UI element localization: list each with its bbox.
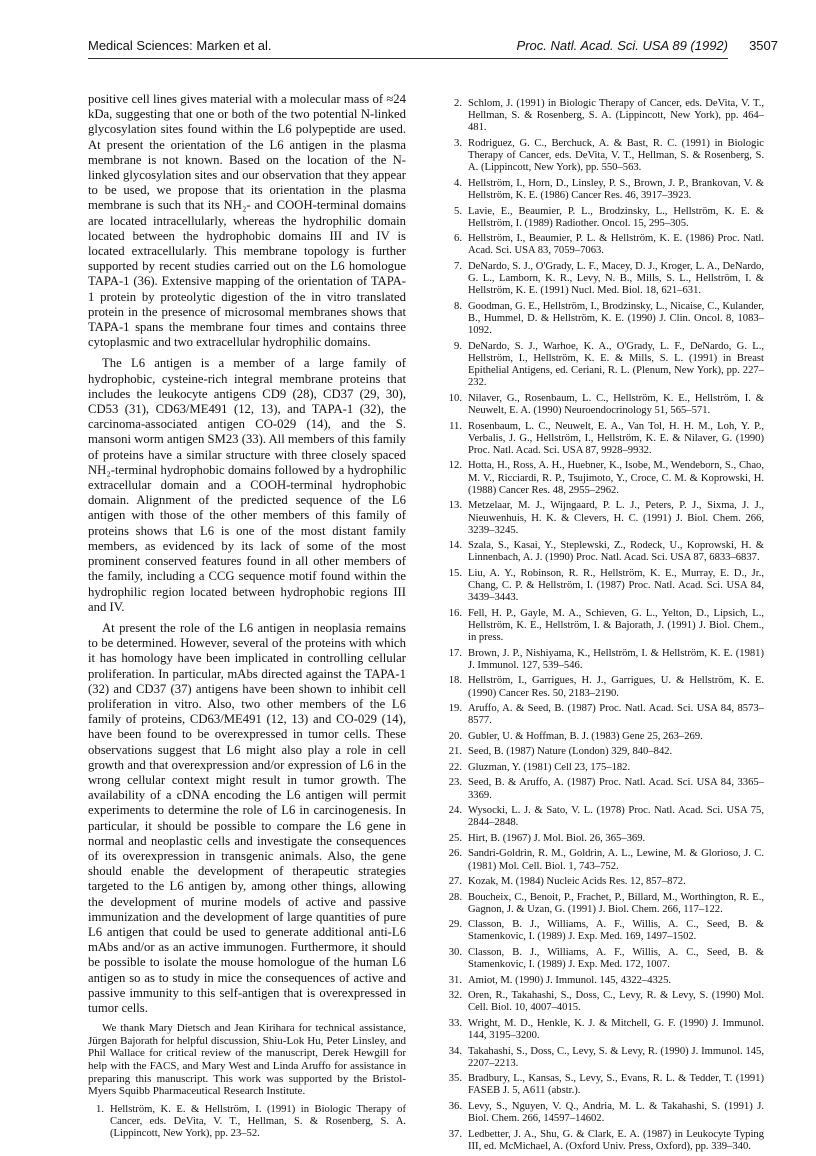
reference-item xyxy=(446,919,764,943)
reference-text: Fell, H. P., Gayle, M. A., Schieven, G. L., Yelton, D., Lipsich, L., Hellström, K. E., Hellström, I. & Bajorath, J. (1991) J. Biol. Chem., in press. xyxy=(468,607,764,644)
reference-text: Goodman, G. E., Hellström, I., Brodzinsky, L., Nicaise, C., Kulander, B., Hummel, D. & Hellström, K. E. (1990) J. Clin. Oncol. 8, 1083–1092. xyxy=(468,300,764,337)
reference-item xyxy=(446,1073,764,1097)
reference-text: Hellström, I., Beaumier, P. L. & Hellström, K. E. (1986) Proc. Natl. Acad. Sci. USA 83, 7059–7063. xyxy=(468,233,764,257)
reference-number: 4. xyxy=(454,177,462,189)
reference-text: Schlom, J. (1991) in Biologic Therapy of Cancer, eds. DeVita, V. T., Hellman, S. & Rosenberg, S. A. (Lippincott, New York), pp. 464–481. xyxy=(468,98,764,134)
reference-item xyxy=(446,731,764,743)
reference-text: Hellström, I., Garrigues, H. J., Garrigues, U. & Hellström, K. E. (1990) Cancer Res. 50, 2183–2190. xyxy=(468,675,764,699)
reference-text: Seed, B. (1987) Nature (London) 329, 840–842. xyxy=(468,746,673,758)
reference-text: Lavie, E., Beaumier, P. L., Brodzinsky, L., Hellström, K. E. & Hellström, I. (1989) Radiother. Oncol. 15, 295–305. xyxy=(468,205,764,229)
reference-number: 9. xyxy=(454,340,462,352)
reference-item xyxy=(446,500,764,537)
reference-text: Wysocki, L. J. & Sato, V. L. (1978) Proc. Natl. Acad. Sci. USA 75, 2844–2848. xyxy=(468,805,764,829)
reference-text: Levy, S., Nguyen, V. Q., Andria, M. L. & Takahashi, S. (1991) J. Biol. Chem. 266, 14597–14602. xyxy=(468,1100,764,1125)
reference-number: 28. xyxy=(448,891,462,903)
reference-number: 25. xyxy=(448,832,462,844)
reference-text: Oren, R., Takahashi, S., Doss, C., Levy, R. & Levy, S. (1990) Mol. Cell. Biol. 10, 4007–4015. xyxy=(468,990,764,1014)
reference-number: 26. xyxy=(448,848,462,860)
reference-text: Kozak, M. (1984) Nucleic Acids Res. 12, 857–872. xyxy=(468,876,686,887)
reference-text: Metzelaar, M. J., Wijngaard, P. L. J., Peters, P. J., Sixma, J. J., Nieuwenhuis, H. K. & Clevers, H. C. (1991) J. Biol. Chem. 266, 3239–3245. xyxy=(468,500,764,536)
reference-number: 24. xyxy=(448,805,462,817)
reference-item xyxy=(446,261,764,298)
reference-number: 29. xyxy=(448,919,462,931)
reference-number: 18. xyxy=(448,675,462,687)
reference-number: 10. xyxy=(448,392,462,404)
reference-number: 30. xyxy=(448,946,462,958)
reference-item xyxy=(446,947,764,971)
reference-number: 22. xyxy=(448,761,462,773)
reference-number: 13. xyxy=(448,500,462,512)
reference-item xyxy=(446,777,764,801)
reference-text: Brown, J. P., Nishiyama, K., Hellström, I. & Hellström, K. E. (1981) J. Immunol. 127, 539–546. xyxy=(468,647,764,671)
reference-item xyxy=(446,892,764,916)
reference-item xyxy=(446,848,764,872)
reference-text: Hirt, B. (1967) J. Mol. Biol. 26, 365–369. xyxy=(468,832,646,844)
paragraph-protein-family: The L6 antigen is a member of a large family of hydrophobic, cysteine-rich integral membrane proteins that includes the leukocyte antigens CD9 (28), CD37 (29, 30), CD53 (31), CD63/ME491 (12, 13), and TAPA-1 (32), the carcinoma-associated antigen CO-029 (14), and the S. mansoni worm antigen SM23 (33). All members of this family of proteins have a similar structure with three closely spaced NH₂-terminal hydrophobic domains followed by a hydrophilic extracellular domain and a COOH-terminal hydrophobic domain. Alignment of the predicted sequence of the L6 antigen with those of the other members of this family of proteins shows that L6 is one of the most distant family members, as evidenced by its lack of some of the most prominent conserved features found in all other members of the family, including a CCG sequence motif found within the hydrophilic region located between hydrophobic regions III and IV. xyxy=(88,356,406,614)
reference-text: Gubler, U. & Hoffman, B. J. (1983) Gene 25, 263–269. xyxy=(468,730,703,742)
reference-number: 31. xyxy=(448,974,462,986)
reference-number: 21. xyxy=(448,746,462,758)
reference-text: Takahashi, S., Doss, C., Levy, S. & Levy, R. (1990) J. Immunol. 145, 2207–2213. xyxy=(468,1045,764,1069)
reference-item xyxy=(446,206,764,230)
reference-item xyxy=(446,703,764,727)
reference-text: Sandri-Goldrin, R. M., Goldrin, A. L., Lewine, M. & Glorioso, J. C. (1981) Mol. Cell. Biol. 1, 743–752. xyxy=(468,848,764,872)
reference-item xyxy=(446,460,764,497)
reference-number: 2. xyxy=(454,98,462,109)
reference-text: Hotta, H., Ross, A. H., Huebner, K., Isobe, M., Wendeborn, S., Chao, M. V., Ricciardi, R. P., Tsujimoto, Y., Croce, C. M. & Koprowski, H. (1988) Cancer Res. 48, 2955–2962. xyxy=(468,460,764,496)
reference-item xyxy=(446,341,764,390)
reference-item xyxy=(446,1018,764,1042)
reference-number: 34. xyxy=(448,1045,462,1057)
reference-item xyxy=(446,805,764,829)
reference-item xyxy=(446,178,764,202)
reference-number: 20. xyxy=(448,730,462,742)
reference-number: 8. xyxy=(454,300,462,312)
reference-item xyxy=(446,540,764,564)
reference-item xyxy=(446,1046,764,1070)
paragraph-neoplasia-role: At present the role of the L6 antigen in neoplasia remains to be determined. However, several of the proteins with which it has homology have been implicated in controlling cellular proliferation. In particular, mAbs directed against the TAPA-1 (32) and CD37 (37) antigens have been shown to inhibit cell proliferation in vitro. Also, two other members of the L6 family of proteins, CD63/ME491 (12, 13) and CO-029 (14), have been found to be overexpressed in tumor cells. These observations suggest that L6 might also play a role in cell growth and that overexpression and/or expression of L6 in the wrong cellular context might result in tumor growth. The availability of a cDNA encoding the L6 antigen will permit experiments to determine the role of L6 in carcinogenesis. In particular, it should be possible to compare the L6 gene in normal and neoplastic cells and investigate the consequences of its overexpression in transgenic animals. Also, the gene should enable the development of therapeutic strategies targeted to the L6 antigen by, among other things, allowing the development of murine models of active and passive immunization and the development of large quantities of pure L6 antigen that could be used to generate additional anti-L6 mAbs and/or as an active immunogen. Furthermore, it should be possible to isolate the mouse homologue of the human L6 antigen so as to study in mice the consequences of active and passive immunity to this self-antigen that is overexpressed in tumor cells. xyxy=(88,620,406,1015)
paragraph-membrane-orientation: positive cell lines gives material with a molecular mass of ≈24 kDa, suggesting that one or both of the two potential N-linked glycosylation sites found within the L6 polypeptide are used. At present the orientation of the L6 antigen in the plasma membrane is not known. Based on the location of the N-linked glycosylation sites and our observation that they appear to be used, we propose that its orientation in the plasma membrane is such that its NH₂- and COOH-terminal domains are located intracellularly, whereas the hydrophilic domain located between the hydrophobic domains III and IV is located extracellularly. This membrane topology is further supported by recent studies carried out on the L6 homologue TAPA-1 (36). Extensive mapping of the orientation of TAPA-1 protein by proteolytic digestion of the in vitro translated protein in the presence of microsomal membranes shows that TAPA-1 spans the membrane four times and contains three cytoplasmic and two extracellular hydrophilic domains. xyxy=(88,92,406,350)
right-column xyxy=(446,92,764,1156)
reference-number: 7. xyxy=(454,260,462,272)
reference-number: 3. xyxy=(454,137,462,149)
reference-item xyxy=(446,421,764,458)
reference-text: Rosenbaum, L. C., Neuwelt, E. A., Van Tol, H. H. M., Loh, Y. P., Verbalis, J. G., Hellström, I., Hellström, K. E. & Nilaver, G. (1990) Proc. Natl. Acad. Sci. USA 87, 9928–9932. xyxy=(468,420,764,456)
reference-number: 15. xyxy=(448,567,462,579)
reference-item xyxy=(446,876,764,888)
reference-text: Boucheix, C., Benoit, P., Frachet, P., Billard, M., Worthington, R. E., Gagnon, J. & Uzan, G. (1991) J. Biol. Chem. 266, 117–122. xyxy=(468,891,764,915)
reference-item: 1. Hellström, K. E. & Hellström, I. (1991) in Biologic Therapy of Cancer, eds. DeVita, V. T., Hellman, S. & Rosenberg, S. A. (Lippincott, New York), pp. 23–52. xyxy=(96,1103,406,1140)
reference-text: Classon, B. J., Williams, A. F., Willis, A. C., Seed, B. & Stamenkovic, I. (1989) J. Exp. Med. 169, 1497–1502. xyxy=(468,919,764,943)
reference-text: Wright, M. D., Henkle, K. J. & Mitchell, G. F. (1990) J. Immunol. 144, 3195–3200. xyxy=(468,1017,764,1042)
reference-number: 37. xyxy=(448,1128,462,1140)
reference-item xyxy=(446,1101,764,1125)
reference-text: Liu, A. Y., Robinson, R. R., Hellström, K. E., Murray, E. D., Jr., Chang, C. P. & Hellström, I. (1987) Proc. Natl. Acad. Sci. USA 84, 3439–3443. xyxy=(468,567,764,604)
reference-item xyxy=(446,762,764,774)
reference-item xyxy=(446,990,764,1014)
reference-item xyxy=(446,608,764,645)
reference-text: Amiot, M. (1990) J. Immunol. 145, 4322–4325. xyxy=(468,974,672,986)
reference-item xyxy=(446,393,764,417)
reference-item xyxy=(446,233,764,257)
reference-number: 5. xyxy=(454,205,462,217)
reference-number: 35. xyxy=(448,1073,462,1085)
reference-text: DeNardo, S. J., O'Grady, L. F., Macey, D. J., Kroger, L. A., DeNardo, G. L., Lamborn, K. R., Levy, N. B., Mills, S. L., Hellström, I. & Hellström, K. E. (1991) Nucl. Med. Biol. 18, 621–631. xyxy=(468,260,764,297)
reference-item xyxy=(446,648,764,672)
reference-list-left xyxy=(88,1104,406,1141)
reference-item xyxy=(446,138,764,175)
reference-text: Ledbetter, J. A., Shu, G. & Clark, E. A. (1987) in Leukocyte Typing III, ed. McMichael, A. (Oxford Univ. Press, Oxford), pp. 339–340. xyxy=(468,1128,764,1152)
reference-text: Aruffo, A. & Seed, B. (1987) Proc. Natl. Acad. Sci. USA 84, 8573–8577. xyxy=(468,703,764,727)
reference-text: Bradbury, L., Kansas, S., Levy, S., Evans, R. L. & Tedder, T. (1991) FASEB J. 5, A611 (abstr.). xyxy=(468,1073,764,1097)
reference-text: Hellström, I., Horn, D., Linsley, P. S., Brown, J. P., Brankovan, V. & Hellström, K. E. (1986) Cancer Res. 46, 3917–3923. xyxy=(468,177,764,202)
reference-text: Seed, B. & Aruffo, A. (1987) Proc. Natl. Acad. Sci. USA 84, 3365–3369. xyxy=(468,777,764,801)
reference-number: 27. xyxy=(448,876,462,887)
reference-item xyxy=(446,975,764,987)
reference-number: 17. xyxy=(448,647,462,659)
reference-text: Nilaver, G., Rosenbaum, L. C., Hellström, K. E., Hellström, I. & Neuwelt, E. A. (1990) Neuroendocrinology 51, 565–571. xyxy=(468,392,764,417)
reference-item xyxy=(446,746,764,758)
reference-number: 33. xyxy=(448,1017,462,1029)
reference-item xyxy=(446,98,764,135)
header-section-authors: Medical Sciences: Marken et al. xyxy=(88,38,272,53)
reference-number: 36. xyxy=(448,1100,462,1112)
reference-text: DeNardo, S. J., Warhoe, K. A., O'Grady, L. F., DeNardo, G. L., Hellström, I., Hellström, K. E. & Mills, S. L. (1991) in Breast Epithelial Antigens, ed. Ceriani, R. L. (Plenum, New York), pp. 227–232. xyxy=(468,340,764,389)
acknowledgment: We thank Mary Dietsch and Jean Kirihara for technical assistance, Jürgen Bajorath for helpful discussion, Shiu-Lok Hu, Peter Linsley, and Phil Wallace for critical review of the manuscript, Derek Hewgill for help with the FACS, and Mary West and Linda Aruffo for assistance in preparing this manuscript. This work was supported by the Bristol-Myers Squibb Pharmaceutical Research Institute. xyxy=(88,1022,406,1098)
reference-item xyxy=(446,833,764,845)
reference-list-right xyxy=(446,98,764,1153)
left-column xyxy=(88,92,406,1142)
reference-number: 6. xyxy=(454,233,462,245)
reference-text: Rodriguez, G. C., Berchuck, A. & Bast, R. C. (1991) in Biologic Therapy of Cancer, eds. DeVita, V. T., Hellman, S. & Rosenberg, S. A. (Lippincott, New York), pp. 550–563. xyxy=(468,137,764,174)
reference-number: 12. xyxy=(448,460,462,472)
reference-text: Szala, S., Kasai, Y., Steplewski, Z., Rodeck, U., Koprowski, H. & Linnenbach, A. J. (1990) Proc. Natl. Acad. Sci. USA 87, 6833–6837. xyxy=(468,540,764,564)
reference-number: 23. xyxy=(448,777,462,789)
page-number: 3507 xyxy=(749,38,778,53)
reference-item xyxy=(446,568,764,605)
reference-item xyxy=(446,1129,764,1153)
reference-item xyxy=(446,301,764,338)
reference-item xyxy=(446,675,764,699)
reference-number: 14. xyxy=(448,540,462,552)
reference-text: Gluzman, Y. (1981) Cell 23, 175–182. xyxy=(468,761,631,773)
header-journal: Proc. Natl. Acad. Sci. USA 89 (1992) xyxy=(516,38,728,53)
reference-number: 11. xyxy=(449,420,462,432)
reference-number: 32. xyxy=(448,990,462,1002)
reference-number: 19. xyxy=(448,703,462,715)
running-header xyxy=(88,36,778,59)
reference-number: 16. xyxy=(448,607,462,619)
reference-text: Classon, B. J., Williams, A. F., Willis, A. C., Seed, B. & Stamenkovic, I. (1989) J. Exp. Med. 172, 1007. xyxy=(468,946,764,971)
